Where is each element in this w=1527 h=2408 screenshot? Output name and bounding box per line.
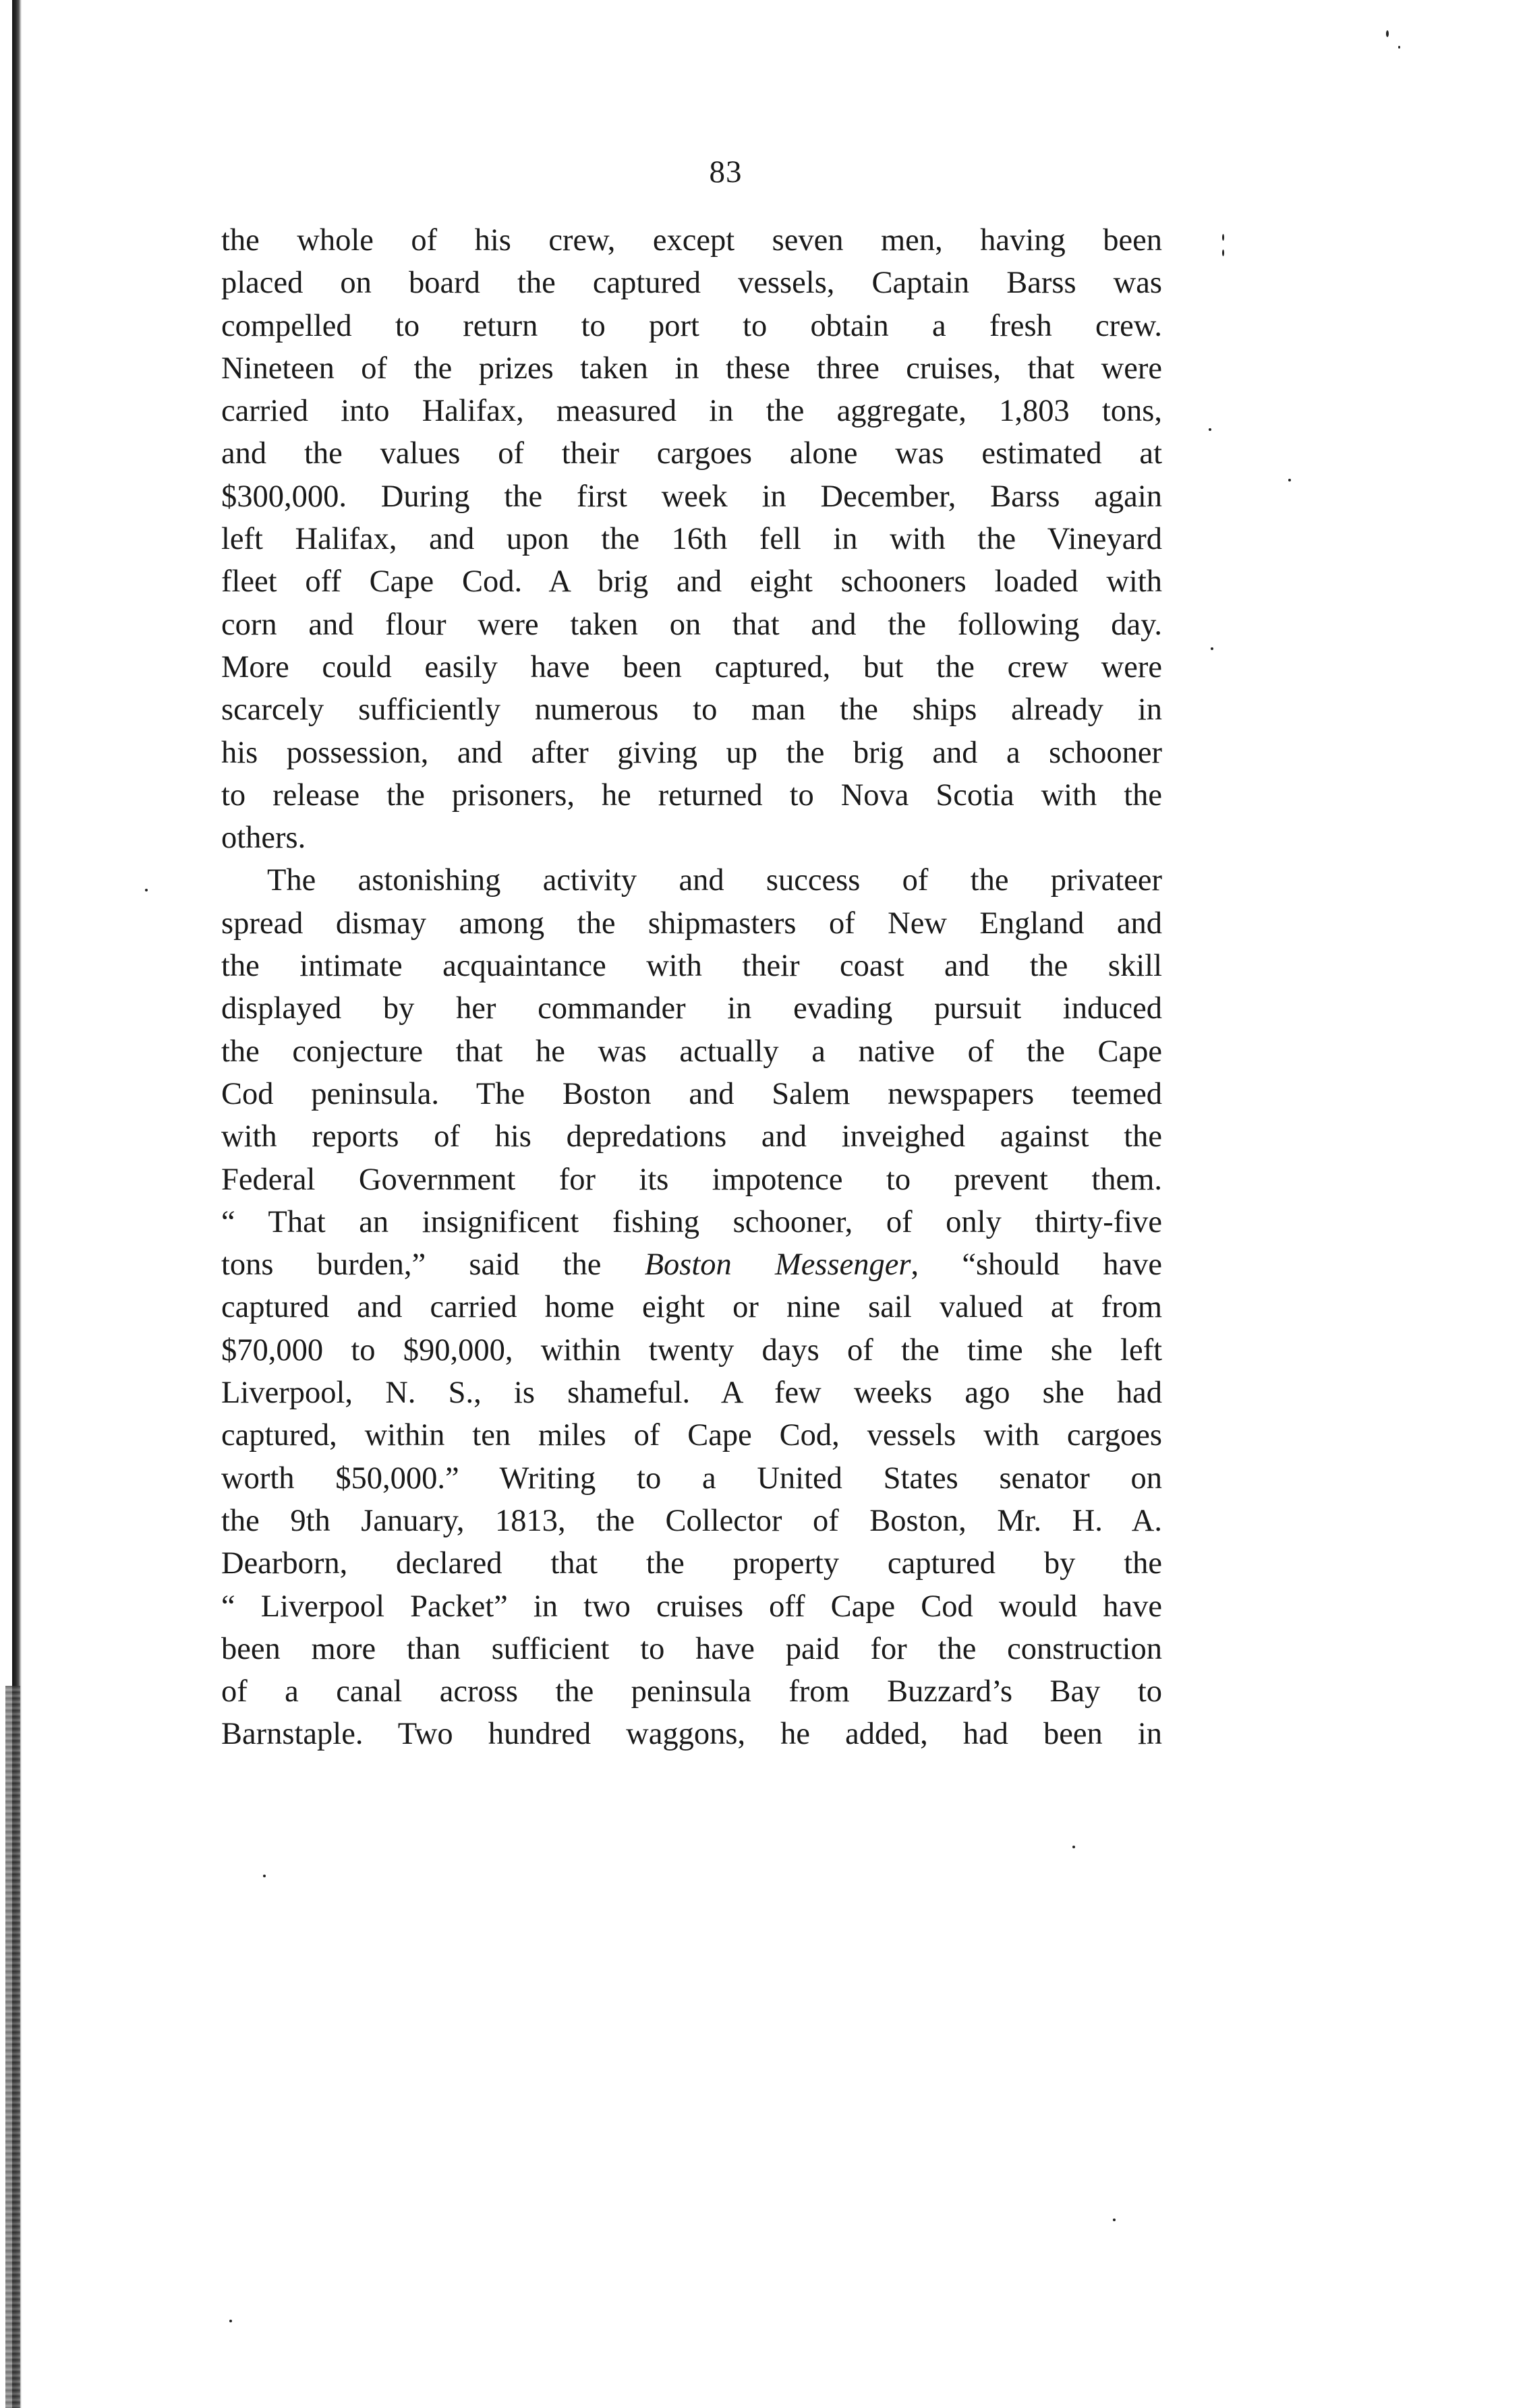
scan-speck	[1222, 234, 1224, 241]
text-line: $300,000. During the first week in December, Barss again	[221, 479, 1162, 514]
text-line: Liverpool, N. S., is shameful. A few weeks ago she had	[221, 1376, 1162, 1411]
text-line: “ That an insignificent fishing schooner, of only thirty-five	[221, 1204, 1162, 1239]
text-line: Dearborn, declared that the property captured by the	[221, 1546, 1162, 1581]
text-line: scarcely sufficiently numerous to man the ships already in	[221, 693, 1162, 728]
text-line: corn and flour were taken on that and the following day.	[221, 607, 1162, 642]
text-line: carried into Halifax, measured in the aggregate, 1,803 tons,	[221, 394, 1162, 429]
scan-speck	[1398, 46, 1400, 49]
paragraph-start-line: The astonishing activity and success of the privateer	[267, 863, 1162, 898]
text-line: with reports of his depredations and inveighed against the	[221, 1119, 1162, 1154]
page-body	[221, 219, 1162, 1756]
text-line: compelled to return to port to obtain a fresh crew.	[221, 308, 1162, 343]
scan-speck	[1288, 479, 1291, 481]
text-line: Nineteen of the prizes taken in these three cruises, that were	[221, 351, 1162, 386]
text-line: the whole of his crew, except seven men, having been	[221, 223, 1162, 258]
text-line: displayed by her commander in evading pursuit induced	[221, 991, 1162, 1026]
text-line: of a canal across the peninsula from Buzzard’s Bay to	[221, 1674, 1162, 1709]
text-line: the 9th January, 1813, the Collector of Boston, Mr. H. A.	[221, 1503, 1162, 1538]
text-line-with-italic	[221, 1243, 1162, 1286]
text-line: $70,000 to $90,000, within twenty days of the time she left	[221, 1332, 1162, 1368]
scan-speck	[145, 889, 148, 891]
text-line: captured and carried home eight or nine sail valued at from	[221, 1290, 1162, 1325]
text-line: to release the prisoners, he returned to Nova Scotia with the	[221, 777, 1162, 813]
newspaper-title: Boston Messenger	[644, 1247, 911, 1283]
scan-speck	[1209, 428, 1211, 431]
text-line: and the values of their cargoes alone was estimated at	[221, 436, 1162, 471]
text-line: the conjecture that he was actually a native of the Cape	[221, 1034, 1162, 1069]
text-line: captured, within ten miles of Cape Cod, vessels with cargoes	[221, 1418, 1162, 1453]
text-line: Cod peninsula. The Boston and Salem newspapers teemed	[221, 1076, 1162, 1111]
text-segment: tons burden,” said the	[221, 1247, 645, 1283]
text-line: placed on board the captured vessels, Captain Barss was	[221, 266, 1162, 301]
text-line: “ Liverpool Packet” in two cruises off Cape Cod would have	[221, 1589, 1162, 1624]
text-line: fleet off Cape Cod. A brig and eight schooners loaded with	[221, 564, 1162, 599]
text-line: More could easily have been captured, but the crew were	[221, 649, 1162, 684]
scan-speck	[1113, 2219, 1116, 2221]
paragraph-end-line: others.	[221, 821, 306, 856]
text-line: Barnstaple. Two hundred waggons, he added, had been in	[221, 1717, 1162, 1752]
text-line: been more than sufficient to have paid for the construction	[221, 1631, 1162, 1666]
page-number: 83	[709, 154, 743, 189]
scan-speck	[1211, 647, 1213, 650]
text-line: worth $50,000.” Writing to a United States senator on	[221, 1461, 1162, 1496]
scan-speck	[1222, 249, 1224, 256]
text-line: his possession, and after giving up the brig and a schooner	[221, 735, 1162, 770]
page-binding-edge-worn	[5, 1686, 20, 2408]
scan-speck	[229, 2320, 232, 2322]
text-segment: , “should have	[911, 1247, 1162, 1283]
text-line: Federal Government for its impotence to prevent them.	[221, 1162, 1162, 1197]
text-line: the intimate acquaintance with their coast and the skill	[221, 949, 1162, 984]
text-line: spread dismay among the shipmasters of New England and	[221, 906, 1162, 941]
text-line: left Halifax, and upon the 16th fell in with the Vineyard	[221, 522, 1162, 557]
scan-speck	[263, 1875, 266, 1877]
scan-speck	[1386, 30, 1389, 37]
scan-speck	[1072, 1846, 1075, 1848]
